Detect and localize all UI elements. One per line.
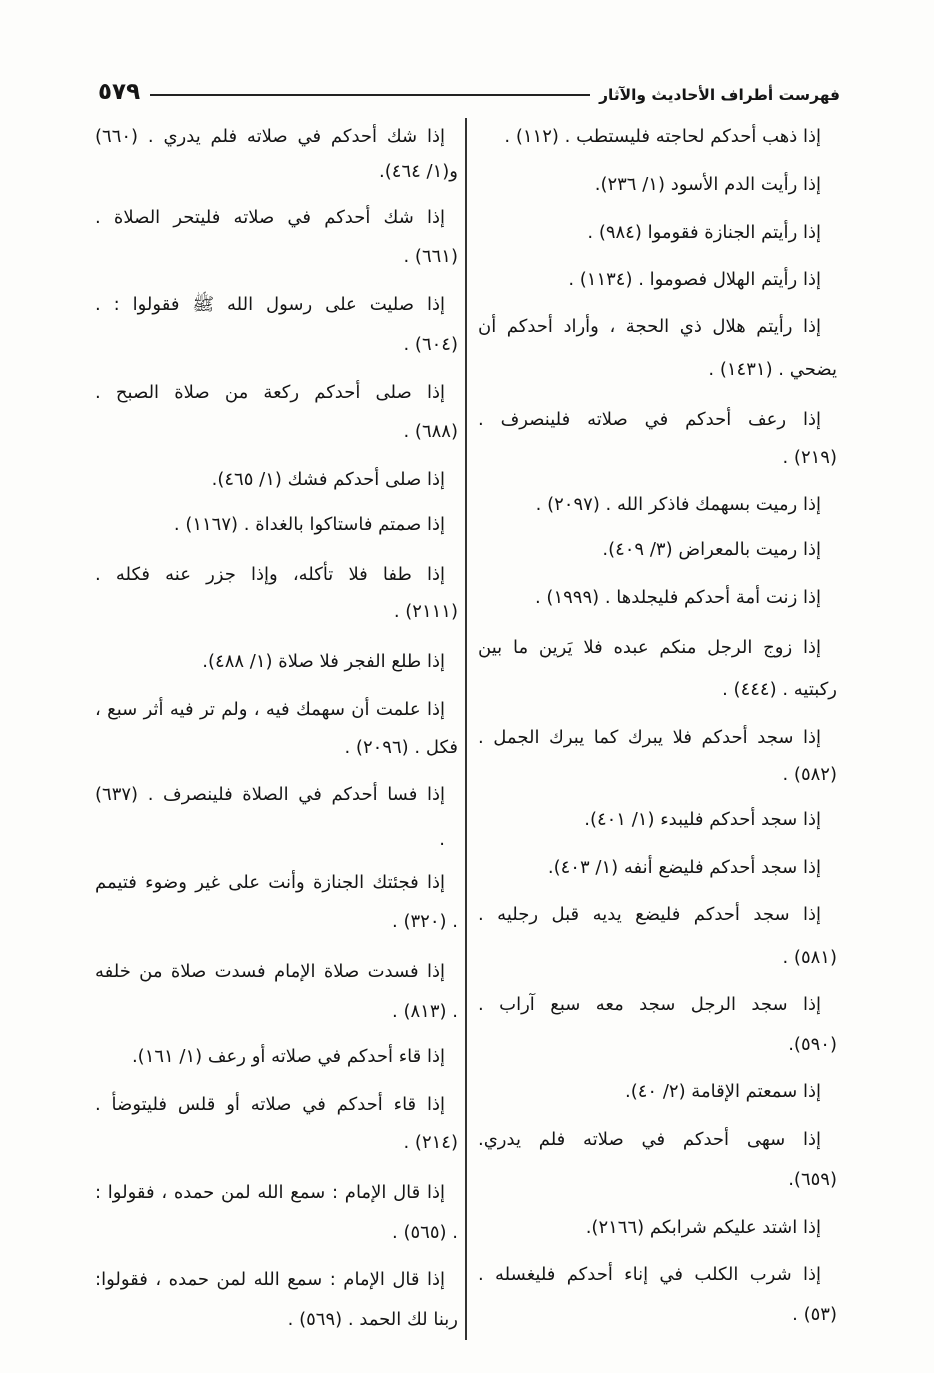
entry-line: (٥٨١) . — [782, 947, 837, 968]
entry-line: فكل . (٢٠٩٦) . — [344, 737, 458, 758]
entry-line: إذا شرب الكلب في إناء أحدكم فليغسله . — [478, 1264, 821, 1285]
entry-line: إذا سهى أحدكم في صلاته فلم يدري. — [478, 1129, 821, 1150]
entry-line: ركبتيه . (٤٤٤) . — [722, 679, 837, 700]
entry-line: إذا رأيتم الجنازة فقوموا (٩٨٤) . — [587, 222, 821, 243]
entry-line: إذا شك أحدكم في صلاته فلم يدري . (٦٦٠) — [95, 126, 445, 147]
column-divider — [465, 118, 467, 1340]
entry-line: إذا قال الإمام : سمع الله لمن حمده ، فقولوا : — [95, 1182, 445, 1203]
entry-line: إذا ذهب أحدكم لحاجته فليستطب . (١١٢) . — [504, 126, 821, 147]
entry-line: (٦٥٩). — [788, 1169, 837, 1190]
entry-line: (٥٣) . — [792, 1304, 837, 1325]
entry-line: إذا فسا أحدكم في الصلاة فلينصرف . (٦٣٧) — [95, 784, 445, 805]
entry-line: إذا طلع الفجر فلا صلاة (١/ ٤٨٨). — [202, 651, 445, 672]
entry-line: إذا زنت أمة أحدكم فليجلدها . (١٩٩٩) . — [534, 587, 821, 608]
entry-line: إذا سجد أحدكم فلا يبرك كما يبرك الجمل . — [478, 727, 821, 748]
entry-line: إذا سجد أحدكم فليضع يديه قبل رجليه . — [478, 904, 821, 925]
entry-line: إذا رأيت الدم الأسود (١/ ٢٣٦). — [594, 174, 821, 195]
entry-line: . (٥٦٥) . — [392, 1222, 458, 1243]
entry-line: إذا صلى أحدكم فشك (١/ ٤٦٥). — [211, 469, 445, 490]
entry-line: و(١/ ٤٦٤). — [379, 161, 458, 182]
entry-line: . (٣٢٠) . — [392, 911, 458, 932]
entry-line: (٦٦١) . — [403, 246, 458, 267]
entry-line: إذا قاء أحدكم في صلاته أو رعف (١/ ١٦١). — [131, 1046, 445, 1067]
entry-line: (٥٩٠). — [788, 1034, 837, 1055]
entry-line: إذا علمت أن سهمك فيه ، ولم تر فيه أثر سبع ، — [95, 699, 445, 720]
entry-line: إذا صليت على رسول الله ﷺ فقولوا : . — [95, 294, 445, 315]
entry-line: إذا سمعتم الإقامة (٢/ ٤٠). — [625, 1081, 821, 1102]
entry-line: ربنا لك الحمد . (٥٦٩) . — [287, 1309, 458, 1330]
entry-line: (٦٨٨) . — [403, 421, 458, 442]
entry-line: إذا طفا فلا تأكله، وإذا جزر عنه فكله . — [95, 564, 445, 585]
entry-line: (٢١٤) . — [403, 1132, 458, 1153]
entry-line: . (٨١٣) . — [392, 1001, 458, 1022]
entry-line: إذا رأيتم هلال ذي الحجة ، وأراد أحدكم أن — [478, 316, 821, 337]
entry-line: إذا فجئتك الجنازة وأنت على غير وضوء فتيمم — [95, 872, 445, 893]
entry-line: إذا رميت بالمعراض (٣/ ٤٠٩). — [602, 539, 821, 560]
entry-line: إذا سجد أحدكم فليبدء (١/ ٤٠١). — [584, 809, 821, 830]
entry-line: إذا رعف أحدكم في صلاته فلينصرف . — [478, 409, 821, 430]
entry-line: (٦٠٤) . — [403, 334, 458, 355]
entry-line: إذا صمتم فاستاكوا بالغداة . (١١٦٧) . — [173, 514, 445, 535]
entry-line: (٥٨٢) . — [782, 764, 837, 785]
entry-line: إذا صلى أحدكم ركعة من صلاة الصبح . — [95, 382, 445, 403]
entry-line: إذا قاء أحدكم في صلاته أو قلس فليتوضأ . — [95, 1094, 445, 1115]
entry-line: يضحي . (١٤٣١) . — [708, 359, 837, 380]
page-number: ٥٧٩ — [98, 79, 141, 105]
running-title: فهرست أطراف الأحاديث والآثار — [599, 86, 840, 104]
header-rule — [150, 94, 590, 96]
entry-line: إذا سجد أحدكم فليضع أنفه (١/ ٤٠٣). — [547, 857, 821, 878]
entry-line: (٢١٩) . — [782, 447, 837, 468]
entry-line: إذا رأيتم الهلال فصوموا . (١١٣٤) . — [568, 269, 821, 290]
entry-line: إذا اشتد عليكم شرابكم (٢١٦٦). — [585, 1217, 821, 1238]
entry-line: . — [439, 829, 445, 850]
entry-line: إذا سجد الرجل سجد معه سبع آراب . — [478, 994, 821, 1015]
entry-line: إذا شك أحدكم في صلاته فليتحر الصلاة . — [95, 207, 445, 228]
entry-line: إذا قال الإمام : سمع الله لمن حمده ، فقولوا: — [95, 1269, 445, 1290]
entry-line: إذا فسدت صلاة الإمام فسدت صلاة من خلفه — [95, 961, 445, 982]
entry-line: إذا رميت بسهمك فاذكر الله . (٢٠٩٧) . — [535, 494, 821, 515]
entry-line: (٢١١١) . — [393, 601, 458, 622]
entry-line: إذا زوج الرجل منكم عبده فلا يَرين ما بين — [478, 637, 821, 658]
